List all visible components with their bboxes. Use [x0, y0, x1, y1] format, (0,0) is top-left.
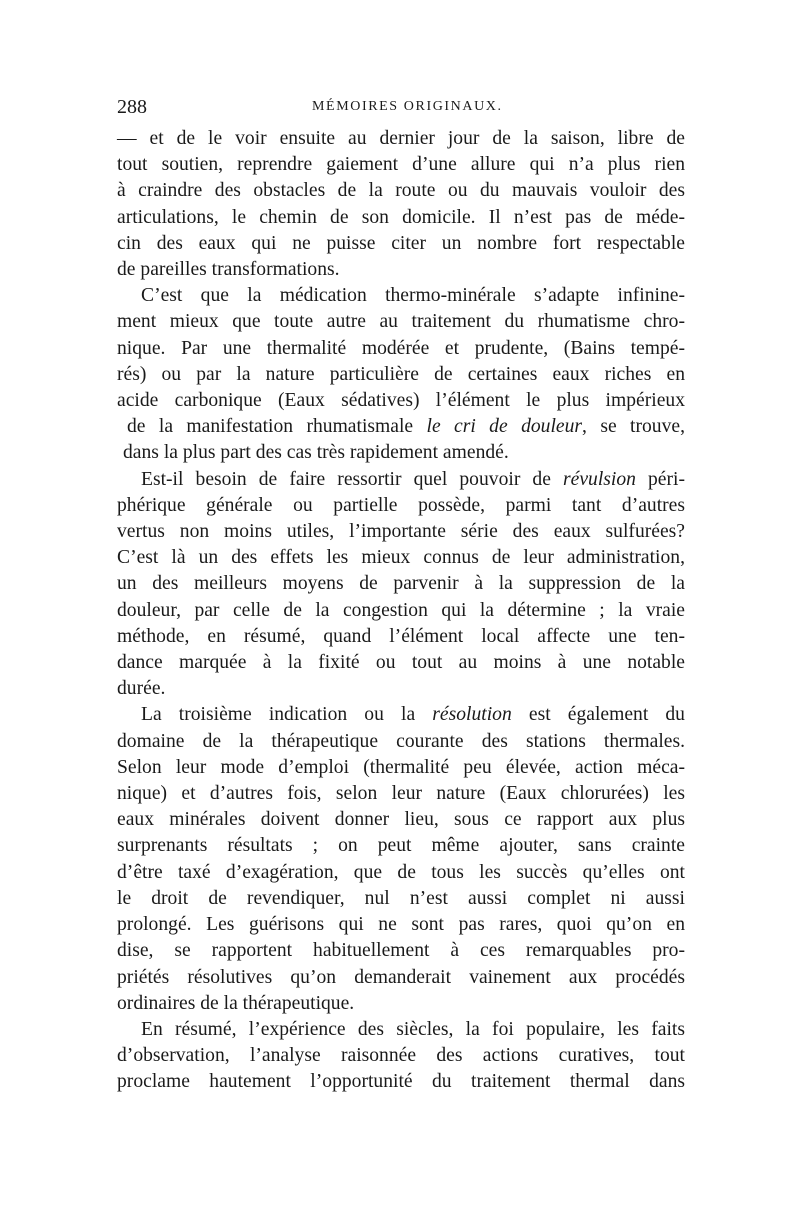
text-line [117, 414, 685, 440]
text-line: eaux minérales doivent donner lieu, sous ce rapport aux plus [117, 809, 685, 831]
paragraph-1 [117, 126, 685, 283]
text-line: Selon leur mode d’emploi (thermalité peu élevée, action méca- [117, 756, 685, 778]
page-number: 288 [117, 96, 147, 118]
text-line: à craindre des obstacles de la route ou du mauvais vouloir des [117, 180, 685, 202]
text-line: acide carbonique (Eaux sédatives) l’élément le plus impérieux [117, 390, 685, 412]
body-text [117, 126, 685, 1096]
text-line: C’est que la médication thermo-minérale s’adapte infinine- [141, 285, 685, 307]
text-line [117, 467, 685, 493]
text-line: C’est là un des effets les mieux connus de leur administration, [117, 547, 685, 569]
page-header [117, 96, 685, 122]
text-line: ordinaires de la thérapeutique. [117, 992, 355, 1014]
text-line: dans la plus part des cas très rapidement amendé. [123, 442, 509, 464]
italic-phrase: le cri de douleur [426, 416, 583, 438]
text-line: surprenants résultats ; on peut même ajouter, sans crainte [117, 835, 685, 857]
text-segment: Est-il besoin de faire ressortir quel pouvoir de [141, 468, 551, 490]
paragraph-4 [117, 702, 685, 1016]
text-line: d’être taxé d’exagération, que de tous les succès qu’elles ont [117, 861, 685, 883]
text-line: cin des eaux qui ne puisse citer un nombre fort respectable [117, 232, 685, 254]
text-line: d’observation, l’analyse raisonnée des actions curatives, tout [117, 1045, 685, 1067]
text-line: articulations, le chemin de son domicile. Il n’est pas de méde- [117, 206, 685, 228]
text-line: douleur, par celle de la congestion qui la détermine ; la vraie [117, 599, 685, 621]
text-segment: de la manifestation rhumatismale [127, 416, 414, 438]
text-line [117, 702, 685, 728]
text-line: prolongé. Les guérisons qui ne sont pas rares, quoi qu’on en [117, 914, 685, 936]
text-line: de pareilles transformations. [117, 259, 340, 281]
running-head: MÉMOIRES ORIGINAUX. [312, 99, 503, 114]
text-segment: est également du [511, 704, 685, 726]
text-line: durée. [117, 678, 166, 700]
italic-phrase: résolution [432, 704, 512, 726]
text-line: domaine de la thérapeutique courante des stations thermales. [117, 730, 685, 752]
italic-phrase: révulsion [563, 468, 636, 490]
text-line: tout soutien, reprendre gaiement d’une allure qui n’a plus rien [117, 154, 685, 176]
paragraph-2 [117, 283, 685, 466]
paragraph-5 [117, 1017, 685, 1096]
text-segment: La troisième indication ou la [141, 704, 416, 726]
text-line: phérique générale ou partielle possède, parmi tant d’autres [117, 494, 685, 516]
text-line: nique. Par une thermalité modérée et prudente, (Bains tempé- [117, 337, 685, 359]
book-page [117, 96, 685, 1096]
text-line: dance marquée à la fixité ou tout au moins à une notable [117, 652, 685, 674]
text-line: le droit de revendiquer, nul n’est aussi complet ni aussi [117, 887, 685, 909]
text-line: ment mieux que toute autre au traitement du rhumatisme chro- [117, 311, 685, 333]
text-line: En résumé, l’expérience des siècles, la foi populaire, les faits [141, 1018, 685, 1040]
text-segment: péri- [635, 468, 685, 490]
text-line: un des meilleurs moyens de parvenir à la suppression de la [117, 573, 685, 595]
paragraph-3 [117, 467, 685, 703]
text-segment: , se trouve, [582, 416, 685, 438]
text-line: vertus non moins utiles, l’importante série des eaux sulfurées? [117, 521, 685, 543]
text-line: priétés résolutives qu’on demanderait vainement aux procédés [117, 966, 685, 988]
text-line: méthode, en résumé, quand l’élément local affecte une ten- [117, 625, 685, 647]
text-line: — et de le voir ensuite au dernier jour de la saison, libre de [117, 128, 685, 149]
text-line: nique) et d’autres fois, selon leur nature (Eaux chlorurées) les [117, 783, 685, 805]
text-line: dise, se rapportent habituellement à ces remarquables pro- [117, 940, 685, 962]
text-line: proclame hautement l’opportunité du traitement thermal dans [117, 1071, 685, 1093]
text-line: rés) ou par la nature particulière de certaines eaux riches en [117, 363, 685, 385]
